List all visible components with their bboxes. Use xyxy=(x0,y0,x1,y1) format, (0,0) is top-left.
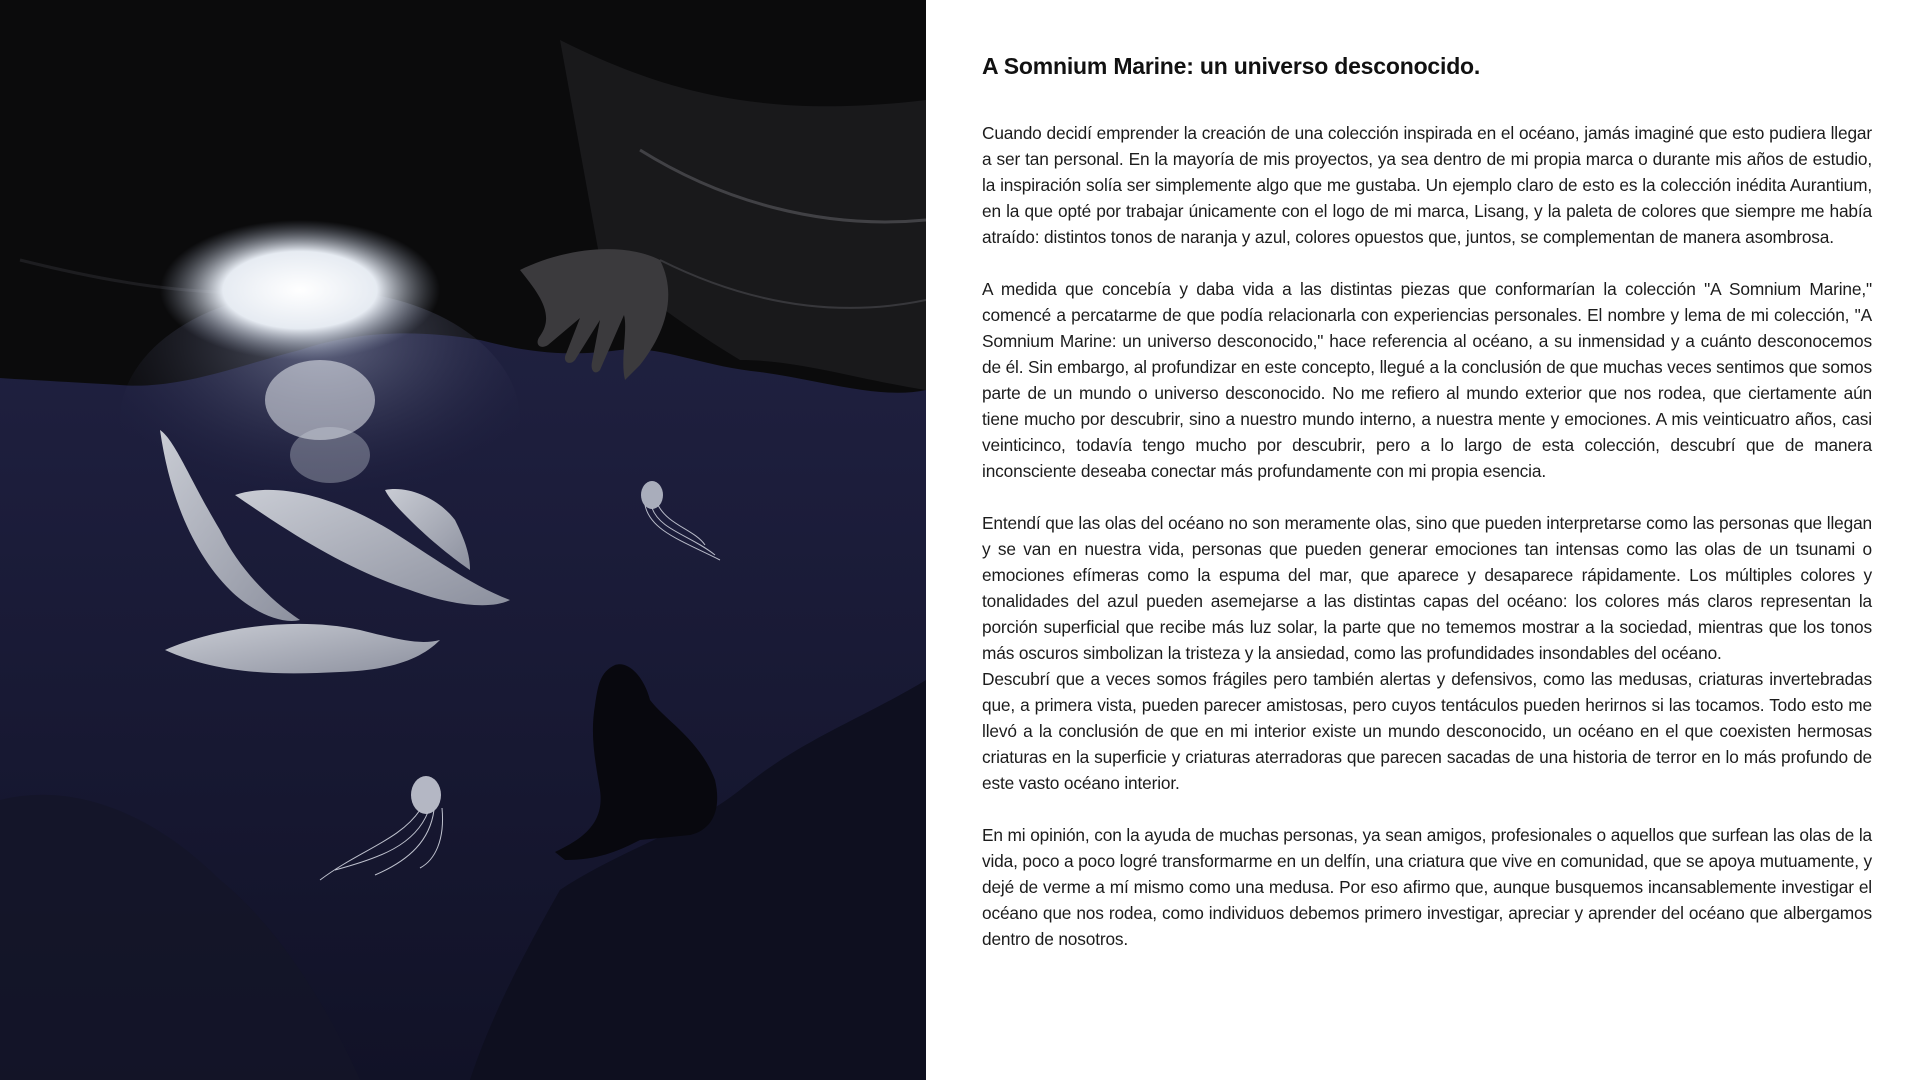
article-paragraph: Entendí que las olas del océano no son meramente olas, sino que pueden interpretarse como las personas que llegan y se van en nuestra vida, personas que pueden generar emociones tan intensas como las olas de un tsunami o emociones efímeras como la espuma del mar, que aparece y desaparece rápidamente. Los múltiples colores y tonalidades del azul pueden asemejarse a las distintas capas del océano: los colores más claros representan la porción superficial que recibe más luz solar, la parte que no tememos mostrar a la sociedad, mientras que los tonos más oscuros simbolizan la tristeza y la ansiedad, como las profundidades insondables del océano. xyxy=(982,513,1872,663)
article-title: A Somnium Marine: un universo desconocido. xyxy=(982,53,1481,79)
article-paragraph: A medida que concebía y daba vida a las distintas piezas que conformarían la colección "A Somnium Marine," comencé a percatarme de que podía relacionarla con experiencias personales. El nombre y lema de mi colección, "A Somnium Marine: un universo desconocido," hace referencia al océano, a su inmensidad y a cuánto desconocemos de él. Sin embargo, al profundizar en este concepto, llegué a la conclusión de que muchas veces sentimos que somos parte de un mundo o universo desconocido. No me refiero al mundo exterior que nos rodea, que ciertamente aún tiene mucho por descubrir, sino a nuestro mundo interno, a nuestra mente y emociones. A mis veinticuatro años, casi veinticinco, todavía tengo mucho por descubrir, pero a lo largo de esta colección, descubrí que de manera inconsciente deseaba conectar más profundamente con mi propia esencia. xyxy=(982,279,1872,481)
sunlight-patch xyxy=(160,220,440,360)
article xyxy=(982,50,1872,952)
article-paragraph: En mi opinión, con la ayuda de muchas personas, ya sean amigos, profesionales o aquellos que surfean las olas de la vida, poco a poco logré transformarme en un delfín, una criatura que vive en comunidad, que se apoya mutuamente, y dejé de verme a mí mismo como una medusa. Por eso afirmo que, aunque busquemos incansablemente investigar el océano que nos rodea, como individuos debemos primero investigar, apreciar y aprender del océano que albergamos dentro de nosotros. xyxy=(982,825,1872,949)
article-paragraph: Descubrí que a veces somos frágiles pero también alertas y defensivos, como las medusas, criaturas invertebradas que, a primera vista, pueden parecer amistosas, pero cuyos tentáculos pueden herirnos si las tocamos. Todo esto me llevó a la conclusión de que en mi interior existe un mundo desconocido, un océano en el que coexisten hermosas criaturas en la superficie y criaturas aterradoras que parecen sacadas de una historia de terror en lo más profundo de este vasto océano interior. xyxy=(982,669,1872,793)
artwork-image xyxy=(0,0,926,1080)
article-paragraph: Cuando decidí emprender la creación de una colección inspirada en el océano, jamás imaginé que esto pudiera llegar a ser tan personal. En la mayoría de mis proyectos, ya sea dentro de mi propia marca o durante mis años de estudio, la inspiración solía ser simplemente algo que me gustaba. Un ejemplo claro de esto es la colección inédita Aurantium, en la que opté por trabajar únicamente con el logo de mi marca, Lisang, y la paleta de colores que siempre me había atraído: distintos tonos de naranja y azul, colores opuestos que, juntos, se complementan de manera asombrosa. xyxy=(982,123,1872,247)
